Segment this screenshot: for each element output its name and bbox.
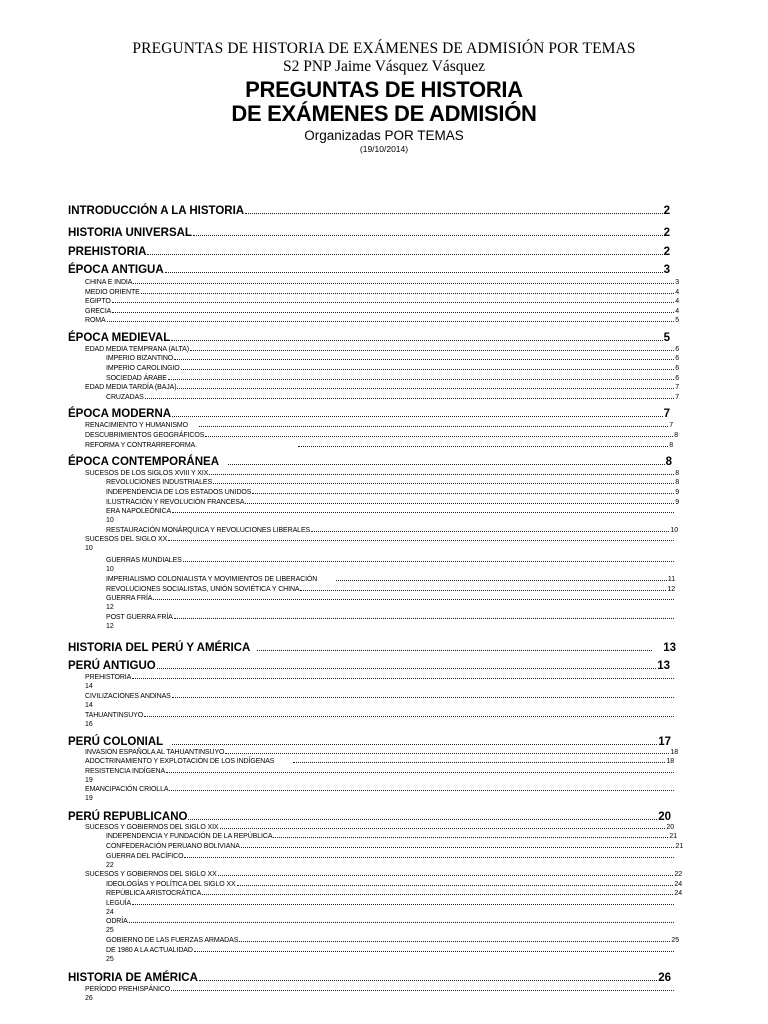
dot-leader bbox=[213, 480, 674, 484]
toc-page-number: 9 bbox=[675, 499, 679, 506]
dot-leader bbox=[237, 882, 674, 886]
toc-entry-label: MEDIO ORIENTE bbox=[85, 289, 140, 296]
dot-leader bbox=[199, 423, 668, 427]
toc-page-number: 4 bbox=[675, 308, 679, 315]
toc-entry-label: ÉPOCA MODERNA bbox=[68, 408, 172, 420]
dot-leader bbox=[273, 834, 668, 838]
dot-leader bbox=[157, 663, 656, 669]
toc-page-number-wrapped: 19 bbox=[85, 777, 93, 784]
toc-entry-historia-peru-america[interactable] bbox=[68, 642, 676, 654]
toc-entry-label: IMPERIALISMO COLONIALISTA Y MOVIMIENTOS DE LIBERACIÓN bbox=[106, 576, 318, 583]
toc-page-number: 3 bbox=[663, 264, 670, 276]
dot-leader bbox=[145, 395, 674, 399]
toc-page-number: 2 bbox=[663, 246, 670, 258]
toc-entry-label: CHINA E INDIA bbox=[85, 279, 133, 286]
toc-entry-label: TAHUANTINSUYO bbox=[85, 712, 144, 719]
toc-page-number: 5 bbox=[663, 332, 670, 344]
toc-entry-leguia[interactable] bbox=[106, 900, 675, 907]
toc-page-number: 7 bbox=[675, 384, 679, 391]
toc-page-number: 25 bbox=[671, 937, 679, 944]
toc-entry-label: REVOLUCIONES SOCIALISTAS, UNIÓN SOVIÉTICA Y CHINA bbox=[106, 586, 300, 593]
dot-leader bbox=[107, 318, 675, 322]
toc-entry-label: DE 1980 A LA ACTUALIDAD bbox=[106, 947, 193, 954]
toc-page-number-wrapped: 26 bbox=[85, 995, 93, 1002]
toc-entry-guerra-pacifico[interactable] bbox=[106, 853, 675, 860]
toc-entry-label: HISTORIA DEL PERÚ Y AMÉRICA bbox=[68, 642, 251, 654]
toc-entry-label: ÉPOCA ANTIGUA bbox=[68, 264, 164, 276]
toc-entry-label: RESTAURACIÓN MONÁRQUICA Y REVOLUCIONES LIBERALES bbox=[106, 527, 311, 534]
toc-entry-label: INTRODUCCIÓN A LA HISTORIA bbox=[68, 205, 245, 217]
toc-page-number: 8 bbox=[665, 456, 672, 468]
toc-page-number: 21 bbox=[669, 833, 677, 840]
toc-entry-edad-media-temprana[interactable] bbox=[85, 346, 679, 353]
toc-page-number: 11 bbox=[667, 576, 675, 583]
dot-leader bbox=[133, 280, 674, 284]
dot-leader bbox=[252, 490, 674, 494]
toc-page-number-wrapped: 12 bbox=[106, 623, 114, 630]
document-date: (19/10/2014) bbox=[359, 144, 409, 154]
toc-page-number: 7 bbox=[675, 394, 679, 401]
dot-leader bbox=[172, 509, 674, 513]
document-title-line-1: PREGUNTAS DE HISTORIA bbox=[245, 77, 523, 102]
toc-page-number: 24 bbox=[674, 890, 682, 897]
toc-entry-china-india[interactable] bbox=[85, 279, 679, 286]
toc-entry-introduccion[interactable] bbox=[68, 205, 670, 217]
toc-entry-label: RENACIMIENTO Y HUMANISMO bbox=[85, 422, 189, 429]
toc-page-number: 17 bbox=[658, 736, 671, 748]
toc-entry-sucesos-siglo-xx[interactable] bbox=[85, 536, 675, 543]
dot-leader bbox=[172, 411, 663, 417]
toc-entry-egipto[interactable] bbox=[85, 298, 679, 305]
toc-page-number: 18 bbox=[666, 758, 674, 765]
toc-entry-sucesos-siglo-xix[interactable] bbox=[85, 824, 674, 831]
toc-entry-label: SUCESOS Y GOBIERNOS DEL SIGLO XX bbox=[85, 871, 217, 878]
toc-entry-sucesos-siglo-xx-peru[interactable] bbox=[85, 871, 682, 878]
toc-entry-restauracion[interactable] bbox=[106, 527, 678, 534]
dot-leader bbox=[257, 645, 652, 651]
toc-page-number: 12 bbox=[667, 586, 675, 593]
dot-leader bbox=[172, 694, 674, 698]
dot-leader bbox=[241, 844, 675, 848]
toc-entry-revoluciones-socialistas[interactable] bbox=[106, 586, 675, 593]
toc-entry-gobierno-fuerzas-armadas[interactable] bbox=[106, 937, 679, 944]
toc-entry-invasion-espanola[interactable] bbox=[85, 749, 678, 756]
dot-leader bbox=[129, 919, 674, 923]
toc-entry-label: ILUSTRACIÓN Y REVOLUCIÓN FRANCESA bbox=[106, 499, 245, 506]
toc-page-number: 13 bbox=[657, 660, 670, 672]
dot-leader bbox=[311, 528, 669, 532]
dot-leader bbox=[193, 230, 663, 236]
toc-page-number: 7 bbox=[663, 408, 670, 420]
dot-leader bbox=[147, 249, 662, 255]
toc-page-number: 22 bbox=[674, 871, 682, 878]
toc-entry-emancipacion-criolla[interactable] bbox=[85, 786, 675, 793]
dot-leader bbox=[199, 975, 657, 981]
dot-leader bbox=[112, 309, 674, 313]
toc-entry-imperio-carolingio[interactable] bbox=[106, 365, 679, 372]
dot-leader bbox=[169, 787, 674, 791]
toc-page-number-wrapped: 24 bbox=[106, 909, 114, 916]
toc-entry-independencia-republica[interactable] bbox=[106, 833, 677, 840]
toc-entry-medio-oriente[interactable] bbox=[85, 289, 679, 296]
dot-leader bbox=[141, 290, 674, 294]
dot-leader bbox=[202, 891, 673, 895]
toc-entry-label: SUCESOS DE LOS SIGLOS XVIII Y XIX bbox=[85, 470, 209, 477]
toc-entry-prehistoria-peru[interactable] bbox=[85, 674, 675, 681]
toc-entry-sucesos-xviii-xix[interactable] bbox=[85, 470, 679, 477]
toc-page-number: 9 bbox=[675, 489, 679, 496]
toc-entry-revoluciones-industriales[interactable] bbox=[106, 479, 679, 486]
dot-leader bbox=[190, 347, 674, 351]
toc-entry-label: DESCUBRIMIENTOS GEOGRÁFICOS bbox=[85, 432, 205, 439]
toc-page-number-wrapped: 10 bbox=[85, 545, 93, 552]
toc-entry-label: HISTORIA DE AMÉRICA bbox=[68, 972, 198, 984]
toc-page-number: 6 bbox=[675, 365, 679, 372]
toc-entry-label: ODRÍA bbox=[106, 918, 128, 925]
toc-page-number-wrapped: 14 bbox=[85, 702, 93, 709]
dot-leader bbox=[220, 825, 666, 829]
toc-entry-tahuantinsuyo[interactable] bbox=[85, 712, 675, 719]
dot-leader bbox=[174, 356, 674, 360]
dot-leader bbox=[205, 433, 673, 437]
toc-page-number: 8 bbox=[674, 432, 678, 439]
toc-entry-label: RESISTENCIA INDÍGENA bbox=[85, 768, 166, 775]
toc-entry-label: IMPERIO BIZANTINO bbox=[106, 355, 174, 362]
toc-entry-label: EDAD MEDIA TARDÍA (BAJA) bbox=[85, 384, 177, 391]
dot-leader bbox=[245, 208, 662, 214]
toc-entry-descubrimientos[interactable] bbox=[85, 432, 678, 439]
toc-entry-epoca-antigua[interactable] bbox=[68, 264, 670, 276]
toc-page-number: 10 bbox=[670, 527, 678, 534]
toc-entry-epoca-moderna[interactable] bbox=[68, 408, 670, 420]
dot-leader bbox=[218, 872, 674, 876]
dot-leader bbox=[293, 759, 665, 763]
toc-entry-edad-media-tardia[interactable] bbox=[85, 384, 679, 391]
toc-entry-imperialismo[interactable] bbox=[106, 576, 675, 583]
toc-page-number: 18 bbox=[670, 749, 678, 756]
toc-entry-odria[interactable] bbox=[106, 918, 675, 925]
toc-entry-label: REVOLUCIONES INDUSTRIALES bbox=[106, 479, 213, 486]
toc-entry-epoca-medieval[interactable] bbox=[68, 332, 670, 344]
toc-entry-label: SOCIEDAD ÁRABE bbox=[106, 375, 167, 382]
toc-entry-label: EGIPTO bbox=[85, 298, 111, 305]
toc-entry-label: GUERRAS MUNDIALES bbox=[106, 557, 182, 564]
dot-leader bbox=[245, 500, 674, 504]
toc-page-number-wrapped: 19 bbox=[85, 795, 93, 802]
toc-page-number-wrapped: 12 bbox=[106, 604, 114, 611]
toc-entry-label: GUERRA DEL PACÍFICO bbox=[106, 853, 184, 860]
toc-entry-resistencia-indigena[interactable] bbox=[85, 768, 675, 775]
toc-entry-peru-colonial[interactable] bbox=[68, 736, 671, 748]
toc-entry-label: PERÍODO PREHISPÁNICO bbox=[85, 986, 171, 993]
toc-entry-label: ADOCTRINAMIENTO Y EXPLOTACIÓN DE LOS INDÍGENAS bbox=[85, 758, 275, 765]
dot-leader bbox=[166, 769, 674, 773]
toc-page-number: 20 bbox=[666, 824, 674, 831]
toc-entry-grecia[interactable] bbox=[85, 308, 679, 315]
toc-page-number: 5 bbox=[675, 317, 679, 324]
toc-entry-label: CIVILIZACIONES ANDINAS bbox=[85, 693, 171, 700]
dot-leader bbox=[165, 267, 663, 273]
toc-entry-label: INDEPENDENCIA Y FUNDACIÓN DE LA REPÚBLICA bbox=[106, 833, 273, 840]
toc-entry-label: HISTORIA UNIVERSAL bbox=[68, 227, 192, 239]
toc-entry-label: SUCESOS Y GOBIERNOS DEL SIGLO XIX bbox=[85, 824, 219, 831]
toc-entry-label: PERÚ COLONIAL bbox=[68, 736, 164, 748]
toc-entry-label: INVASIÓN ESPAÑOLA AL TAHUANTINSUYO bbox=[85, 749, 225, 756]
toc-page-number: 6 bbox=[675, 355, 679, 362]
toc-page-number: 20 bbox=[658, 811, 671, 823]
dot-leader bbox=[336, 577, 667, 581]
toc-entry-cruzadas[interactable] bbox=[106, 394, 679, 401]
toc-entry-label: GRECIA bbox=[85, 308, 112, 315]
dot-leader bbox=[225, 750, 669, 754]
toc-entry-historia-america[interactable] bbox=[68, 972, 671, 984]
toc-entry-civilizaciones-andinas[interactable] bbox=[85, 693, 675, 700]
toc-entry-label: PERÚ REPUBLICANO bbox=[68, 811, 188, 823]
toc-entry-label: POST GUERRA FRÍA bbox=[106, 614, 173, 621]
toc-entry-confederacion[interactable] bbox=[106, 843, 683, 850]
toc-entry-label: INDEPENDENCIA DE LOS ESTADOS UNIDOS bbox=[106, 489, 252, 496]
toc-entry-label: PREHISTORIA bbox=[68, 246, 147, 258]
toc-page-number: 24 bbox=[674, 881, 682, 888]
dot-leader bbox=[239, 938, 670, 942]
document-title-line-2: DE EXÁMENES DE ADMISIÓN bbox=[231, 101, 537, 126]
dot-leader bbox=[112, 299, 674, 303]
toc-page-number: 2 bbox=[663, 205, 670, 217]
dot-leader bbox=[153, 596, 674, 600]
toc-page-number: 3 bbox=[675, 279, 679, 286]
toc-entry-label: ÉPOCA CONTEMPORÁNEA bbox=[68, 456, 219, 468]
toc-entry-guerra-fria[interactable] bbox=[106, 595, 675, 602]
dot-leader bbox=[300, 587, 666, 591]
toc-page-number: 8 bbox=[669, 442, 673, 449]
dot-leader bbox=[172, 739, 657, 745]
toc-entry-label: ERA NAPOLEÓNICA bbox=[106, 508, 172, 515]
toc-entry-periodo-prehispanico[interactable] bbox=[85, 986, 675, 993]
dot-leader bbox=[181, 366, 675, 370]
toc-page-number: 8 bbox=[675, 470, 679, 477]
toc-entry-era-napoleonica[interactable] bbox=[106, 508, 675, 515]
dot-leader bbox=[144, 713, 674, 717]
dot-leader bbox=[174, 615, 674, 619]
dot-leader bbox=[194, 948, 674, 952]
toc-entry-prehistoria[interactable] bbox=[68, 246, 670, 258]
toc-entry-peru-republicano[interactable] bbox=[68, 811, 671, 823]
toc-page-number: 21 bbox=[675, 843, 683, 850]
toc-page-number-wrapped: 16 bbox=[85, 721, 93, 728]
toc-entry-roma[interactable] bbox=[85, 317, 679, 324]
toc-page-number: 7 bbox=[669, 422, 673, 429]
document-subtitle: Organizadas POR TEMAS bbox=[304, 128, 464, 143]
toc-entry-label: PREHISTORIA bbox=[85, 674, 132, 681]
toc-entry-label: PERÚ ANTIGUO bbox=[68, 660, 156, 672]
toc-entry-sociedad-arabe[interactable] bbox=[106, 375, 679, 382]
toc-page-number: 6 bbox=[675, 375, 679, 382]
toc-entry-label: LEGUÍA bbox=[106, 900, 132, 907]
toc-entry-label: REFORMA Y CONTRARREFORMA. bbox=[85, 442, 197, 449]
toc-page-number: 2 bbox=[663, 227, 670, 239]
toc-entry-adoctrinamiento[interactable] bbox=[85, 758, 674, 765]
toc-entry-label: GOBIERNO DE LAS FUERZAS ARMADAS bbox=[106, 937, 239, 944]
dot-leader bbox=[298, 443, 668, 447]
toc-page-number: 26 bbox=[658, 972, 671, 984]
dot-leader bbox=[132, 901, 674, 905]
toc-page-number-wrapped: 10 bbox=[106, 566, 114, 573]
toc-entry-historia-universal[interactable] bbox=[68, 227, 670, 239]
toc-page-number: 13 bbox=[663, 642, 676, 654]
toc-entry-ilustracion[interactable] bbox=[106, 499, 679, 506]
toc-entry-imperio-bizantino[interactable] bbox=[106, 355, 679, 362]
toc-entry-epoca-contemporanea[interactable] bbox=[68, 456, 672, 468]
toc-entry-label: GUERRA FRÍA bbox=[106, 595, 153, 602]
toc-page-number-wrapped: 25 bbox=[106, 927, 114, 934]
toc-page-number-wrapped: 10 bbox=[106, 517, 114, 524]
dot-leader bbox=[132, 675, 674, 679]
dot-leader bbox=[228, 459, 665, 465]
toc-page-number: 8 bbox=[675, 479, 679, 486]
toc-entry-label: IDEOLOGÍAS Y POLÍTICA DEL SIGLO XX bbox=[106, 881, 236, 888]
toc-entry-republica-aristocratica[interactable] bbox=[106, 890, 682, 897]
toc-entry-de-1980[interactable] bbox=[106, 947, 675, 954]
toc-page-number: 4 bbox=[675, 289, 679, 296]
toc-entry-renacimiento[interactable] bbox=[85, 422, 673, 429]
toc-entry-label: SUCESOS DEL SIGLO XX bbox=[85, 536, 168, 543]
dot-leader bbox=[171, 335, 662, 341]
running-header: PREGUNTAS DE HISTORIA DE EXÁMENES DE ADMISIÓN POR TEMAS bbox=[132, 40, 636, 57]
toc-entry-label: CONFEDERACIÓN PERUANO BOLIVIANA bbox=[106, 843, 240, 850]
toc-entry-post-guerra-fria[interactable] bbox=[106, 614, 675, 621]
toc-entry-label: EMANCIPACIÓN CRIOLLA bbox=[85, 786, 169, 793]
toc-entry-label: CRUZADAS bbox=[106, 394, 144, 401]
toc-page-number-wrapped: 14 bbox=[85, 683, 93, 690]
toc-entry-ideologias[interactable] bbox=[106, 881, 682, 888]
dot-leader bbox=[188, 814, 657, 820]
dot-leader bbox=[184, 854, 674, 858]
dot-leader bbox=[171, 987, 674, 991]
toc-entry-reforma[interactable] bbox=[85, 442, 673, 449]
toc-page-number: 6 bbox=[675, 346, 679, 353]
toc-entry-label: IMPERIO CAROLINGIO bbox=[106, 365, 180, 372]
dot-leader bbox=[168, 376, 674, 380]
dot-leader bbox=[209, 471, 674, 475]
author-line: S2 PNP Jaime Vásquez Vásquez bbox=[282, 58, 486, 75]
toc-entry-label: REPÚBLICA ARISTOCRÁTICA bbox=[106, 890, 202, 897]
dot-leader bbox=[168, 537, 674, 541]
toc-entry-guerras-mundiales[interactable] bbox=[106, 557, 675, 564]
toc-page-number: 4 bbox=[675, 298, 679, 305]
toc-entry-label: ROMA bbox=[85, 317, 106, 324]
toc-entry-peru-antiguo[interactable] bbox=[68, 660, 670, 672]
toc-entry-independencia-eeuu[interactable] bbox=[106, 489, 679, 496]
toc-page-number-wrapped: 22 bbox=[106, 862, 114, 869]
toc-page-number-wrapped: 25 bbox=[106, 956, 114, 963]
toc-entry-label: ÉPOCA MEDIEVAL bbox=[68, 332, 171, 344]
dot-leader bbox=[177, 385, 674, 389]
dot-leader bbox=[183, 558, 674, 562]
toc-entry-label: EDAD MEDIA TEMPRANA (ALTA) bbox=[85, 346, 189, 353]
